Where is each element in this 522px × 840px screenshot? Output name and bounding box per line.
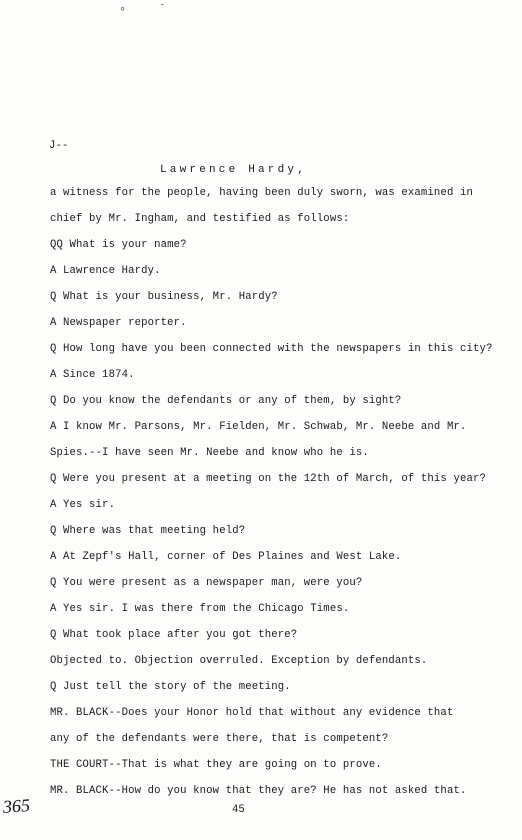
transcript-line-13: A Yes sir. bbox=[50, 499, 116, 511]
handwritten-margin-number: 365 bbox=[2, 795, 31, 817]
transcript-line-12: Q Were you present at a meeting on the 12th of March, of this year? bbox=[50, 473, 486, 485]
transcript-line-17: A Yes sir. I was there from the Chicago Times. bbox=[50, 603, 350, 615]
page-number: 45 bbox=[232, 804, 245, 816]
transcript-line-24: MR. BLACK--How do you know that they are? He has not asked that. bbox=[50, 785, 467, 797]
transcript-line-10: A I know Mr. Parsons, Mr. Fielden, Mr. Schwab, Mr. Neebe and Mr. bbox=[50, 421, 467, 433]
transcript-line-2: chief by Mr. Ingham, and testified as follows: bbox=[50, 213, 350, 225]
transcript-line-6: A Newspaper reporter. bbox=[50, 317, 187, 329]
stray-mark-top: ⸰ bbox=[120, 5, 126, 15]
transcript-line-11: Spies.--I have seen Mr. Neebe and know who he is. bbox=[50, 447, 369, 459]
section-marker: J-- bbox=[49, 140, 69, 152]
stray-mark-top-2: ˘ bbox=[160, 4, 165, 14]
transcript-line-9: Q Do you know the defendants or any of them, by sight? bbox=[50, 395, 402, 407]
transcript-line-7: Q How long have you been connected with the newspapers in this city? bbox=[50, 343, 493, 355]
transcript-line-19: Objected to. Objection overruled. Exception by defendants. bbox=[50, 655, 428, 667]
transcript-line-15: A At Zepf's Hall, corner of Des Plaines and West Lake. bbox=[50, 551, 402, 563]
transcript-line-21: MR. BLACK--Does your Honor hold that without any evidence that bbox=[50, 707, 454, 719]
transcript-line-4: A Lawrence Hardy. bbox=[50, 265, 161, 277]
transcript-line-16: Q You were present as a newspaper man, were you? bbox=[50, 577, 363, 589]
transcript-line-5: Q What is your business, Mr. Hardy? bbox=[50, 291, 278, 303]
witness-name: Lawrence Hardy, bbox=[160, 164, 308, 176]
transcript-line-18: Q What took place after you got there? bbox=[50, 629, 298, 641]
transcript-line-1: a witness for the people, having been duly sworn, was examined in bbox=[50, 187, 473, 199]
transcript-line-3: QQ What is your name? bbox=[50, 239, 187, 251]
transcript-line-22: any of the defendants were there, that is competent? bbox=[50, 733, 389, 745]
transcript-line-8: A Since 1874. bbox=[50, 369, 135, 381]
transcript-line-23: THE COURT--That is what they are going on to prove. bbox=[50, 759, 382, 771]
transcript-line-20: Q Just tell the story of the meeting. bbox=[50, 681, 291, 693]
transcript-line-14: Q Where was that meeting held? bbox=[50, 525, 246, 537]
